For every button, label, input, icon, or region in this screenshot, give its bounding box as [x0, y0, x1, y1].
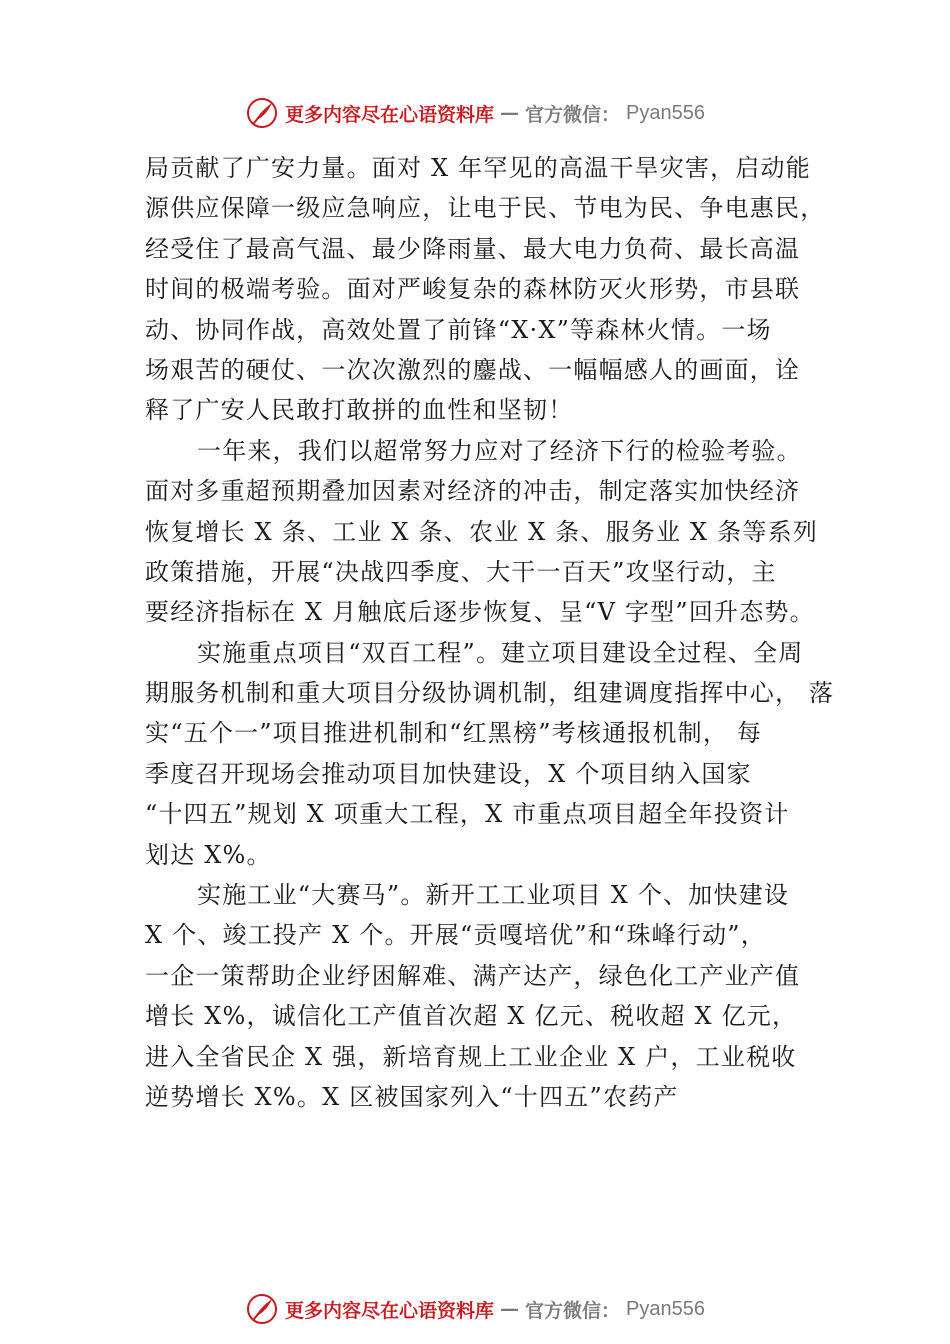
- text-line: X 个、竣工投产 X 个。开展“贡嘎培优”和“珠峰行动”，: [145, 921, 766, 950]
- text-line: 期服务机制和重大项目分级协调机制，组建调度指挥中心， 落: [145, 679, 835, 708]
- text-line: 要经济指标在 X 月触底后逐步恢复、呈“V 字型”回升态势。: [145, 598, 815, 627]
- text-line: 释了广安人民敢打敢拼的血性和坚韧！: [145, 396, 574, 425]
- text-line: 面对多重超预期叠加因素对经济的冲击，制定落实加快经济: [145, 477, 801, 506]
- watermark-account: Pyan556: [626, 101, 705, 124]
- watermark-dash: —: [500, 102, 520, 124]
- paragraph-3: [145, 633, 835, 875]
- text-line: 逆势增长 X%。X 区被国家列入“十四五”农药产: [145, 1082, 679, 1111]
- watermark-account: Pyan556: [626, 1297, 705, 1320]
- text-line: 增长 X%，诚信化工产值首次超 X 亿元、税收超 X 亿元，: [145, 1002, 798, 1031]
- watermark-red-text: 更多内容尽在心语资料库: [285, 103, 495, 126]
- paragraph-1: [145, 148, 826, 431]
- feather-quill-logo-icon: [245, 1292, 279, 1326]
- text-line: 动、协同作战，高效处置了前锋“X·X”等森林火情。一场: [145, 315, 772, 344]
- text-line: 季度召开现场会推动项目加快建设，X 个项目纳入国家: [145, 759, 752, 788]
- text-line: 实施工业“大赛马”。新开工工业项目 X 个、加快建设: [197, 881, 790, 910]
- document-body: [145, 148, 835, 1117]
- footer-watermark: [0, 1292, 950, 1326]
- text-line: 划达 X%。: [145, 840, 272, 869]
- text-line: 局贡献了广安力量。面对 X 年罕见的高温干旱灾害，启动能: [145, 154, 811, 182]
- text-line: 恢复增长 X 条、工业 X 条、农业 X 条、服务业 X 条等系列: [145, 517, 818, 546]
- text-line: 实施重点项目“双百工程”。建立项目建设全过程、全周: [197, 638, 804, 667]
- text-line: 时间的极端考验。面对严峻复杂的森林防灭火形势，市县联: [145, 275, 801, 304]
- watermark-grey-text: 官方微信：: [525, 1299, 621, 1322]
- text-line: 政策措施，开展“决战四季度、大干一百天”攻坚行动，主: [145, 557, 777, 586]
- text-line: 进入全省民企 X 强，新培育规上工业企业 X 户，工业税收: [145, 1042, 797, 1071]
- text-line: 源供应保障一级应急响应，让电于民、节电为民、争电惠民，: [145, 194, 826, 223]
- paragraph-2: [145, 431, 818, 633]
- text-line: 场艰苦的硬仗、一次次激烈的鏖战、一幅幅感人的画面，诠: [145, 355, 801, 384]
- text-line: “十四五”规划 X 项重大工程，X 市重点项目超全年投资计: [145, 800, 790, 829]
- watermark-dash: —: [500, 1298, 520, 1320]
- text-line: 一企一策帮助企业纾困解难、满产达产，绿色化工产业产值: [145, 961, 801, 990]
- text-line: 经受住了最高气温、最少降雨量、最大电力负荷、最长高温: [145, 234, 801, 263]
- text-line: 一年来，我们以超常努力应对了经济下行的检验考验。: [197, 436, 802, 465]
- feather-quill-logo-icon: [245, 96, 279, 130]
- paragraph-4: [145, 875, 815, 1117]
- watermark-red-text: 更多内容尽在心语资料库: [285, 1299, 495, 1322]
- text-line: 实“五个一”项目推进机制和“红黑榜”考核通报机制， 每: [145, 719, 763, 748]
- watermark-grey-text: 官方微信：: [525, 103, 621, 126]
- header-watermark: [0, 96, 950, 130]
